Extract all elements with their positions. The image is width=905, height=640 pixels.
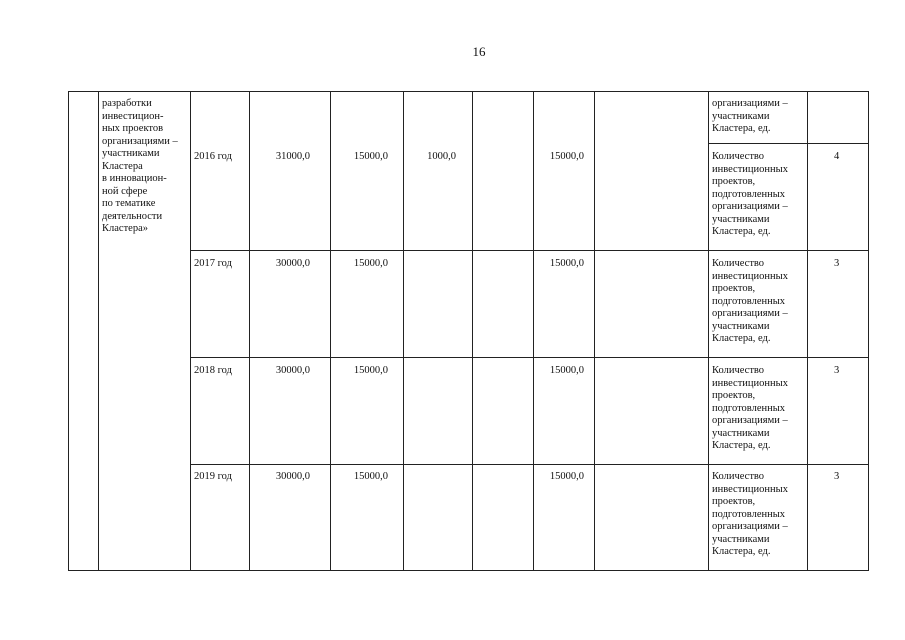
amount-cell: 15000,0 [353, 151, 388, 162]
activity-description: разработки инвестицион- ных проектов организациями – участниками Кластера в инновацион- ной сфере по тематике деятельности Кластера» [102, 98, 178, 234]
table-border-right [868, 91, 869, 571]
amount-cell: 15000,0 [353, 365, 388, 376]
amount-cell: 15000,0 [549, 471, 584, 482]
row-divider [709, 143, 869, 144]
indicator-cell: Количество инвестиционных проектов, подготовленных организациями – участниками Кластера, ед. [712, 365, 788, 451]
indicator-value: 3 [834, 471, 840, 482]
row-divider [190, 250, 869, 251]
indicator-cell: Количество инвестиционных проектов, подготовленных организациями – участниками Кластера, ед. [712, 258, 788, 344]
amount-cell: 15000,0 [549, 258, 584, 269]
page-number: 16 [472, 44, 486, 59]
indicator-value: 3 [834, 258, 840, 269]
col-line [594, 91, 595, 571]
year-cell: 2018 год [194, 365, 232, 376]
row-divider [190, 464, 869, 465]
col-line [68, 91, 69, 571]
indicator-continuation: организациями – участниками Кластера, ед. [712, 98, 788, 134]
year-cell: 2016 год [194, 151, 232, 162]
amount-cell: 15000,0 [353, 471, 388, 482]
indicator-value: 4 [834, 151, 840, 162]
row-divider [190, 357, 869, 358]
total-cell: 30000,0 [275, 258, 310, 269]
table-border-bottom [68, 570, 869, 571]
indicator-cell: Количество инвестиционных проектов, подготовленных организациями – участниками Кластера, ед. [712, 151, 788, 237]
year-cell: 2019 год [194, 471, 232, 482]
table-border-top [68, 91, 869, 92]
amount-cell: 15000,0 [549, 365, 584, 376]
total-cell: 30000,0 [275, 471, 310, 482]
col-line [472, 91, 473, 571]
amount-cell: 15000,0 [353, 258, 388, 269]
col-line [98, 91, 99, 571]
indicator-value: 3 [834, 365, 840, 376]
indicator-cell: Количество инвестиционных проектов, подготовленных организациями – участниками Кластера, ед. [712, 471, 788, 557]
amount-cell: 15000,0 [549, 151, 584, 162]
year-cell: 2017 год [194, 258, 232, 269]
total-cell: 30000,0 [275, 365, 310, 376]
col-line [708, 91, 709, 571]
total-cell: 31000,0 [275, 151, 310, 162]
amount-cell: 1000,0 [427, 151, 456, 162]
col-line [190, 91, 191, 571]
